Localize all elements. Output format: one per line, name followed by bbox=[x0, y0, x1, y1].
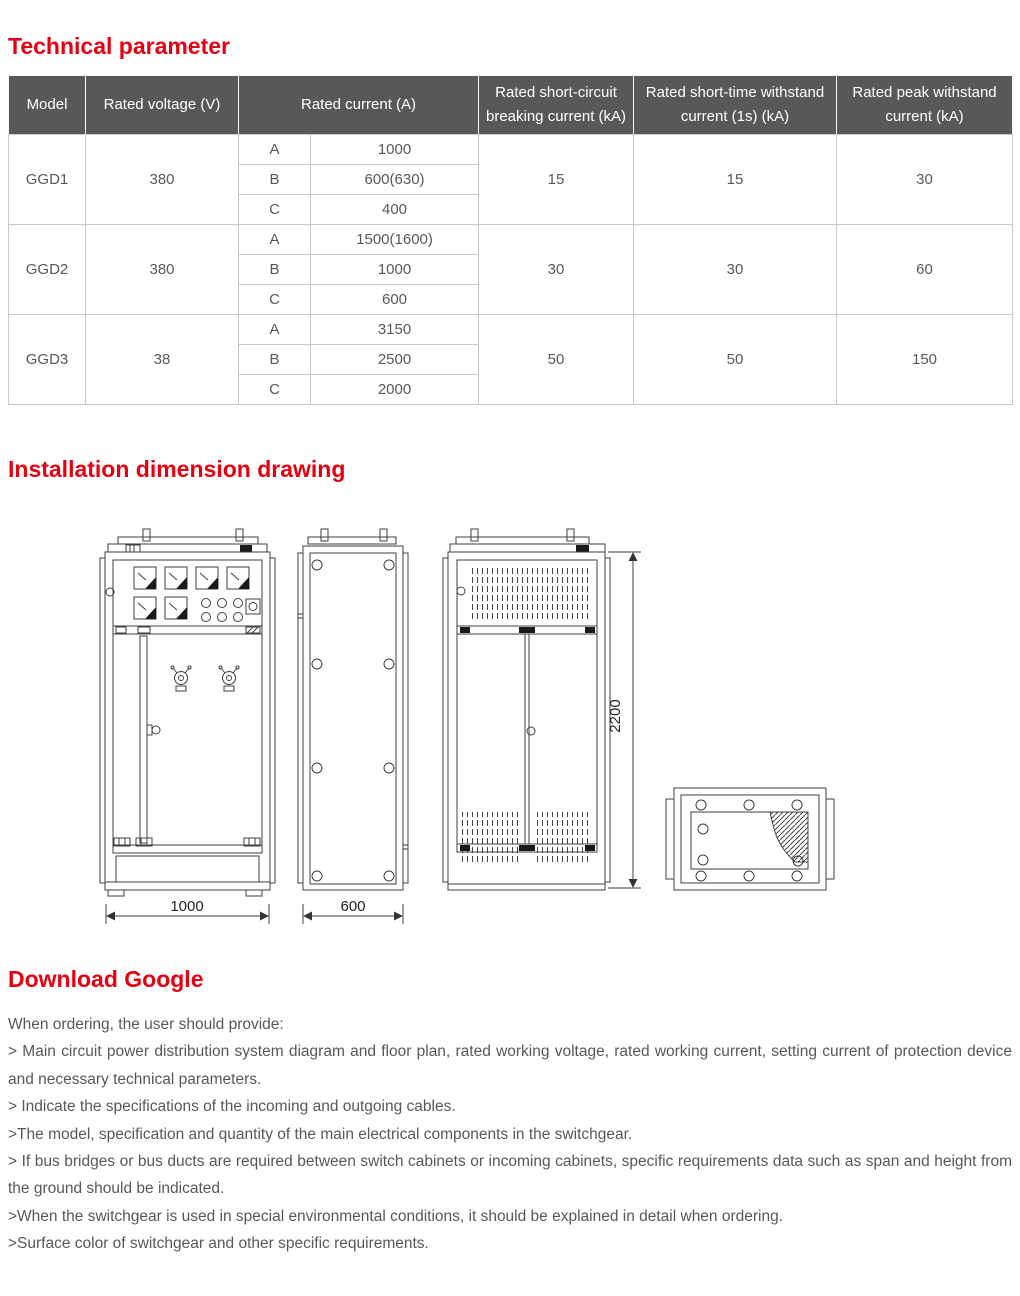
indicator-lamp-icon bbox=[234, 599, 243, 608]
meter-icon bbox=[134, 597, 156, 619]
table-row bbox=[9, 225, 1013, 255]
cell-current-value: 1000 bbox=[311, 135, 479, 165]
ordering-item: >When the switchgear is used in special environmental conditions, it should be explained in detail when ordering. bbox=[8, 1207, 784, 1225]
indicator-lamp-icon bbox=[202, 613, 211, 622]
bolt-icon bbox=[696, 871, 706, 881]
cabinet-height-dimension bbox=[607, 552, 641, 888]
bolt-icon bbox=[698, 824, 708, 834]
bolt-icon bbox=[312, 659, 322, 669]
vent-grille bbox=[534, 812, 591, 865]
lifting-lug-icon bbox=[471, 529, 478, 541]
bolt-icon bbox=[744, 871, 754, 881]
cell-peak: 30 bbox=[837, 135, 1013, 225]
cell-current-value: 600 bbox=[311, 285, 479, 315]
cell-current-value: 3150 bbox=[311, 315, 479, 345]
cell-current-value: 2000 bbox=[311, 375, 479, 405]
table-header-row bbox=[9, 76, 1013, 135]
indicator-lamp-icon bbox=[218, 599, 227, 608]
meter-icon bbox=[134, 567, 156, 589]
lifting-lug-icon bbox=[236, 529, 243, 541]
bolt-icon bbox=[744, 800, 754, 810]
cell-breaking: 15 bbox=[479, 135, 634, 225]
rear-view bbox=[443, 529, 641, 890]
cell-current-letter: B bbox=[239, 255, 311, 285]
bolt-icon bbox=[384, 560, 394, 570]
cabinet-body bbox=[303, 546, 403, 890]
vent-grille bbox=[461, 812, 518, 865]
table-row bbox=[9, 315, 1013, 345]
cabinet-height-label: 2200 bbox=[607, 699, 624, 733]
bolt-icon bbox=[384, 871, 394, 881]
cell-withstand: 15 bbox=[634, 135, 837, 225]
hatched-cutout bbox=[770, 812, 808, 862]
cell-breaking: 30 bbox=[479, 225, 634, 315]
cell-current-letter: C bbox=[239, 285, 311, 315]
side-view bbox=[298, 529, 408, 924]
cell-withstand: 30 bbox=[634, 225, 837, 315]
cell-current-value: 1000 bbox=[311, 255, 479, 285]
bolt-icon bbox=[792, 871, 802, 881]
bolt-icon bbox=[312, 560, 322, 570]
header-peak-current: Rated peak withstand current (kA) bbox=[837, 76, 1013, 135]
installation-drawing-title: Installation dimension drawing bbox=[8, 456, 346, 482]
technical-parameter-table bbox=[8, 75, 1013, 405]
ordering-item: > Indicate the specifications of the incoming and outgoing cables. bbox=[8, 1098, 456, 1116]
side-depth-dimension bbox=[303, 898, 403, 924]
header-rated-current: Rated current (A) bbox=[239, 76, 479, 135]
cell-breaking: 50 bbox=[479, 315, 634, 405]
ordering-item: > If bus bridges or bus ducts are required between switch cabinets or incoming cabinets, specific requirements data such as span and height from the ground should be indicated. bbox=[8, 1153, 1012, 1198]
vent-grille bbox=[470, 566, 590, 620]
cell-current-letter: B bbox=[239, 165, 311, 195]
cell-model: GGD3 bbox=[9, 315, 86, 405]
technical-parameter-title: Technical parameter bbox=[8, 33, 231, 59]
header-withstand-current: Rated short-time withstand current (1s) (kA) bbox=[634, 76, 837, 135]
front-width-label: 1000 bbox=[170, 898, 204, 915]
meter-icon bbox=[227, 567, 249, 589]
cell-current-letter: A bbox=[239, 225, 311, 255]
bolt-icon bbox=[384, 659, 394, 669]
table-row bbox=[9, 135, 1013, 165]
front-view bbox=[100, 529, 275, 924]
shackle-icon bbox=[171, 666, 191, 691]
indicator-lamp-icon bbox=[234, 613, 243, 622]
cabinet-foot bbox=[108, 890, 124, 896]
indicator-lamp-icon bbox=[218, 613, 227, 622]
cell-peak: 60 bbox=[837, 225, 1013, 315]
cell-withstand: 50 bbox=[634, 315, 837, 405]
ordering-instructions bbox=[8, 1011, 1012, 1258]
cell-voltage: 38 bbox=[86, 315, 239, 405]
cell-current-value: 400 bbox=[311, 195, 479, 225]
header-rated-voltage: Rated voltage (V) bbox=[86, 76, 239, 135]
side-depth-label: 600 bbox=[340, 898, 366, 915]
cell-current-letter: C bbox=[239, 195, 311, 225]
bolt-icon bbox=[698, 855, 708, 865]
header-breaking-current: Rated short-circuit breaking current (kA) bbox=[479, 76, 634, 135]
cell-current-letter: A bbox=[239, 135, 311, 165]
front-door bbox=[113, 634, 262, 845]
cell-current-value: 600(630) bbox=[311, 165, 479, 195]
ordering-item: >Surface color of switchgear and other specific requirements. bbox=[8, 1235, 429, 1253]
lifting-lug-icon bbox=[567, 529, 574, 541]
meter-icon bbox=[196, 567, 218, 589]
front-width-dimension bbox=[106, 898, 269, 924]
installation-dimension-drawing bbox=[0, 516, 1020, 946]
cell-voltage: 380 bbox=[86, 225, 239, 315]
vent-grille bbox=[116, 856, 259, 882]
ordering-intro: When ordering, the user should provide: bbox=[8, 1016, 284, 1033]
cell-current-value: 2500 bbox=[311, 345, 479, 375]
meter-icon bbox=[165, 567, 187, 589]
cell-peak: 150 bbox=[837, 315, 1013, 405]
cell-model: GGD2 bbox=[9, 225, 86, 315]
bolt-icon bbox=[384, 763, 394, 773]
header-model: Model bbox=[9, 76, 86, 135]
ordering-item: > Main circuit power distribution system diagram and floor plan, rated working voltage, rated working current, setting current of protection device and necessary technical parameters. bbox=[8, 1043, 1012, 1088]
cell-current-letter: C bbox=[239, 375, 311, 405]
door-knob bbox=[527, 727, 535, 735]
top-view bbox=[666, 788, 834, 890]
cell-current-value: 1500(1600) bbox=[311, 225, 479, 255]
ordering-item: >The model, specification and quantity of the main electrical components in the switchgear. bbox=[8, 1125, 633, 1143]
lifting-lug-icon bbox=[380, 529, 387, 541]
download-section-title: Download Google bbox=[8, 966, 204, 992]
cell-voltage: 380 bbox=[86, 135, 239, 225]
cabinet-foot bbox=[246, 890, 262, 896]
cell-current-letter: B bbox=[239, 345, 311, 375]
cell-current-letter: A bbox=[239, 315, 311, 345]
bolt-icon bbox=[312, 871, 322, 881]
indicator-lamp-icon bbox=[202, 599, 211, 608]
lifting-lug-icon bbox=[321, 529, 328, 541]
bolt-icon bbox=[792, 800, 802, 810]
bolt-icon bbox=[696, 800, 706, 810]
meter-icon bbox=[165, 597, 187, 619]
lifting-lug-icon bbox=[143, 529, 150, 541]
bolt-icon bbox=[312, 763, 322, 773]
cell-model: GGD1 bbox=[9, 135, 86, 225]
shackle-icon bbox=[219, 666, 239, 691]
door-handle bbox=[147, 725, 152, 735]
